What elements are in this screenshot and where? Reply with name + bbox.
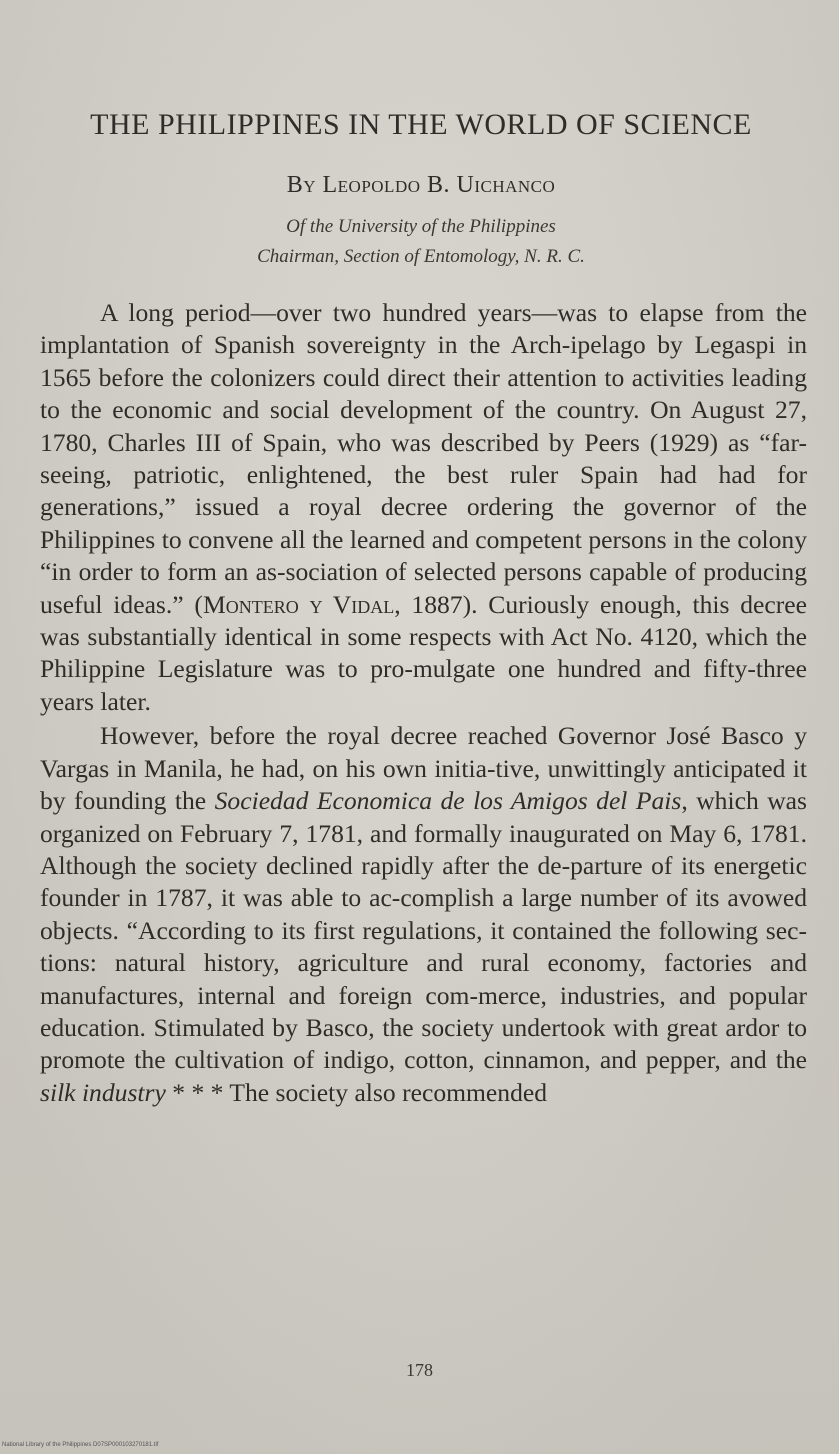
paragraph-1-text-b: , 1887). Curiously enough, this decree was substantially identical in some respects with Act No. 4120, which the Philippine Legislature was to pro-mulgate one hundred and fifty-three years later. bbox=[40, 589, 807, 716]
paragraph-2 bbox=[40, 720, 807, 1109]
citation-author: Montero y Vidal bbox=[202, 589, 395, 619]
page-number: 178 bbox=[406, 1360, 433, 1380]
society-name: Sociedad Economica de los Amigos del Pais bbox=[214, 786, 682, 816]
article-title: THE PHILIPPINES IN THE WORLD OF SCIENCE bbox=[90, 108, 752, 141]
author-byline: By Leopoldo B. Uichanco bbox=[286, 172, 556, 198]
paragraph-1-text-a: A long period—over two hundred years—was to elapse from the implantation of Spanish sovereignty in the Arch-ipelago by Legaspi in 1565 before the colonizers could direct their attention to activities leading to the economic and social development of the country. On August 27, 1780, Charles III of Spain, who was described by Peers (1929) as “far-seeing, patriotic, enlightened, the best ruler Spain had had for generations,” issued a royal decree ordering the governor of the Philippines to convene all the learned and competent persons in the colony “in order to form an as-sociation of selected persons capable of producing useful ideas.” ( bbox=[40, 298, 807, 619]
paragraph-2-text-c: * * * The society also recommended bbox=[165, 1077, 548, 1107]
silk-industry-term: silk industry bbox=[40, 1077, 166, 1107]
paragraph-2-text-a: However, before the royal decree reached Governor José Basco y Vargas in Manila, he had, on his own initia-tive, unwittingly anticipated it by founding the bbox=[40, 721, 807, 816]
archive-stamp: National Library of the Philippines D07SP000103270181.tif bbox=[2, 1442, 159, 1448]
author-position: Chairman, Section of Entomology, N. R. C. bbox=[257, 246, 585, 267]
paragraph-1 bbox=[40, 297, 807, 718]
article-body bbox=[40, 297, 807, 1109]
paragraph-2-text-b: , which was organized on February 7, 1781, and formally inaugurated on May 6, 1781. Although the society declined rapidly after the de-parture of its energetic founder in 1787, it was able to ac-complish a large number of its avowed objects. “According to its first regulations, it contained the following sec-tions: natural history, agriculture and rural economy, factories and manufactures, internal and foreign com-merce, industries, and popular education. Stimulated by Basco, the society undertook with great ardor to promote the cultivation of indigo, cotton, cinnamon, and pepper, and the bbox=[40, 786, 807, 1075]
author-affiliation: Of the University of the Philippines bbox=[286, 216, 556, 237]
